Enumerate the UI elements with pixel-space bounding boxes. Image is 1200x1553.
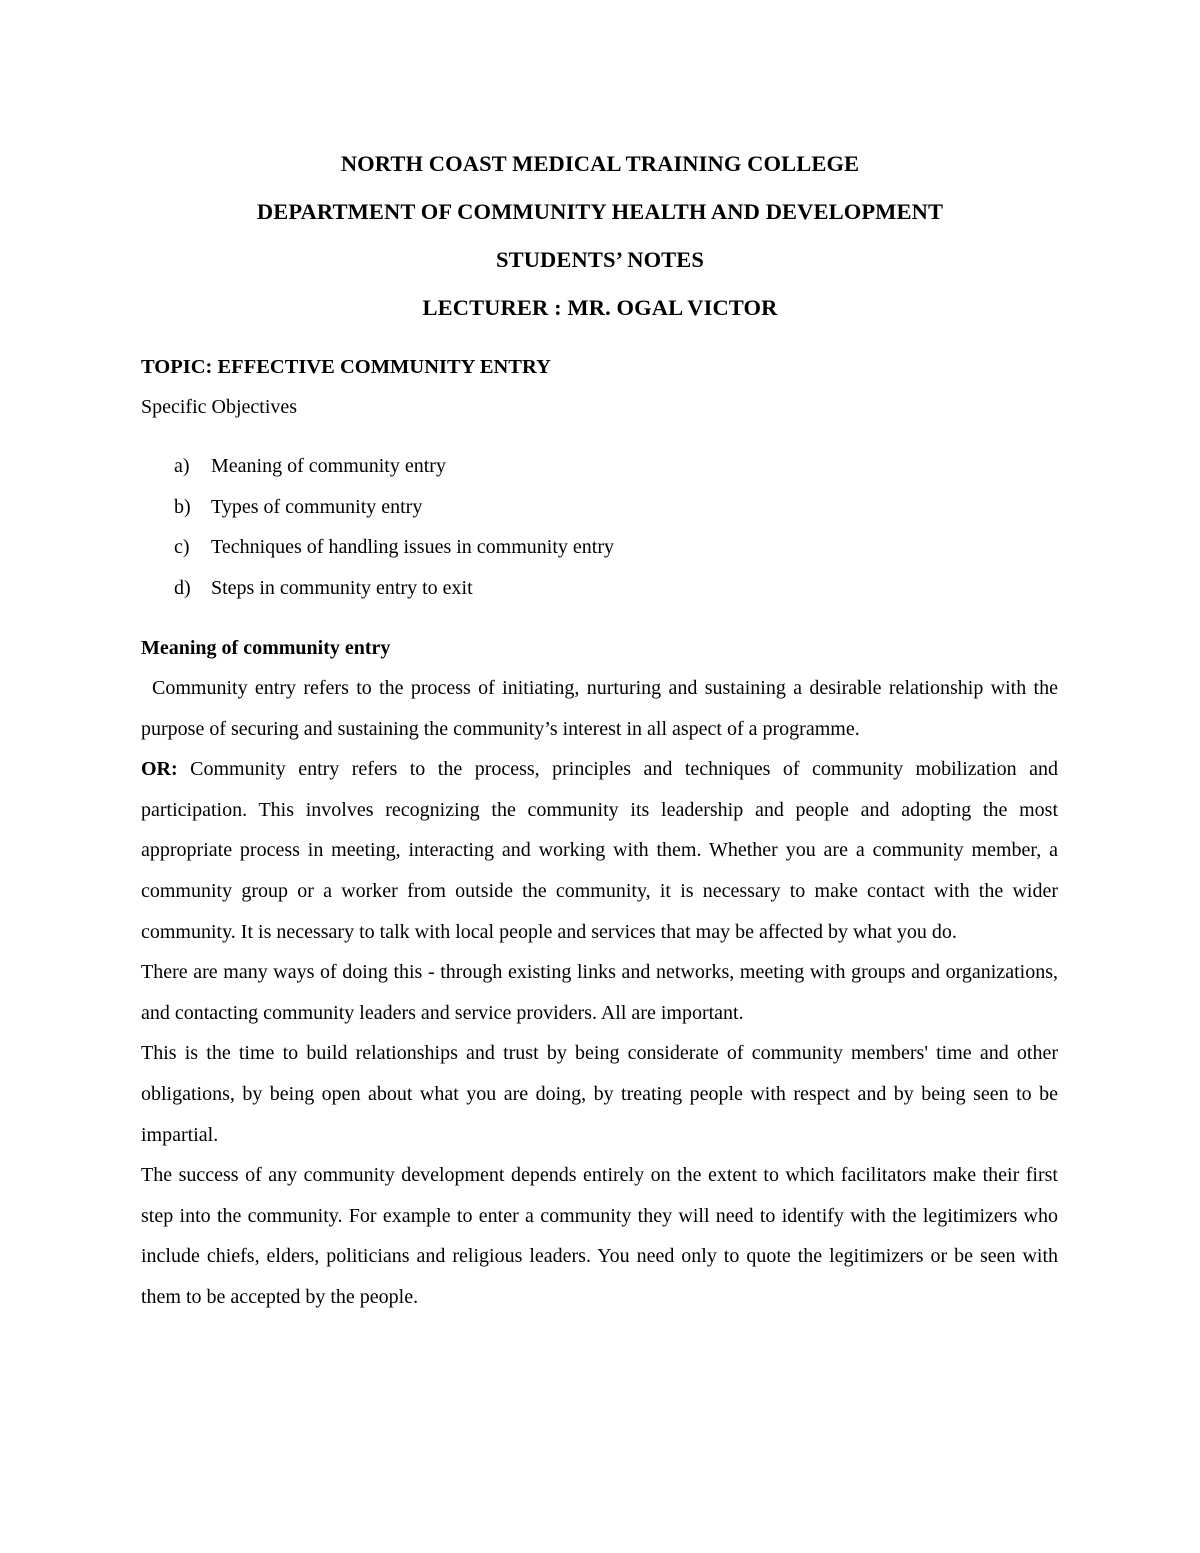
list-item-text: Techniques of handling issues in community entry xyxy=(211,536,614,558)
list-marker: a) xyxy=(174,455,190,477)
paragraph-ways: There are many ways of doing this - through existing links and networks, meeting with groups and organizations, and contacting community leaders and service providers. All are important. xyxy=(141,961,1058,1024)
definition-paragraph-1: Community entry refers to the process of initiating, nurturing and sustaining a desirable relationship with the purpose of securing and sustaining the community’s interest in all aspect of a programme. xyxy=(141,677,1058,740)
objectives-label: Specific Objectives xyxy=(141,396,298,418)
document-header xyxy=(0,140,1200,332)
list-item xyxy=(141,568,1058,609)
list-marker: d) xyxy=(174,576,191,599)
lecturer-name: LECTURER : MR. OGAL VICTOR xyxy=(422,295,778,320)
paragraph-relationships: This is the time to build relationships and trust by being considerate of community members' time and other obligations, by being open about what you are doing, by treating people with respect and by being seen to be impartial. xyxy=(141,1042,1058,1146)
topic-title: TOPIC: EFFECTIVE COMMUNITY ENTRY xyxy=(141,356,551,378)
list-item-text: Types of community entry xyxy=(211,495,423,518)
department-name: DEPARTMENT OF COMMUNITY HEALTH AND DEVELOPMENT xyxy=(256,199,944,224)
college-name: NORTH COAST MEDICAL TRAINING COLLEGE xyxy=(340,151,860,176)
definition-2-text: Community entry refers to the process, principles and techniques of community mobilization and participation. This involves recognizing the community its leadership and people and adopting the most appropriate process in meeting, interacting and working with them. Whether you are a community member, a community group or a worker from outside the community, it is necessary to make contact with the wider community. It is necessary to talk with local people and services that may be affected by what you do. xyxy=(141,758,1058,943)
list-item-text: Meaning of community entry xyxy=(211,455,446,477)
list-item-text: Steps in community entry to exit xyxy=(211,576,473,599)
list-item xyxy=(141,446,1058,487)
list-marker: c) xyxy=(174,536,190,558)
list-item xyxy=(141,527,1058,568)
or-label: OR: xyxy=(141,758,178,781)
objectives-list xyxy=(141,446,1058,608)
list-marker: b) xyxy=(174,495,191,518)
document-body xyxy=(141,347,1058,1318)
paragraph-success: The success of any community development depends entirely on the extent to which facilitators make their first step into the community. For example to enter a community they will need to identify with the legitimizers who include chiefs, elders, politicians and religious leaders. You need only to quote the legitimizers or be seen with them to be accepted by the people. xyxy=(141,1164,1058,1308)
section-heading-meaning: Meaning of community entry xyxy=(141,637,391,659)
definition-paragraph-2 xyxy=(141,749,1058,952)
document-type: STUDENTS’ NOTES xyxy=(495,247,705,272)
list-item xyxy=(141,487,1058,528)
